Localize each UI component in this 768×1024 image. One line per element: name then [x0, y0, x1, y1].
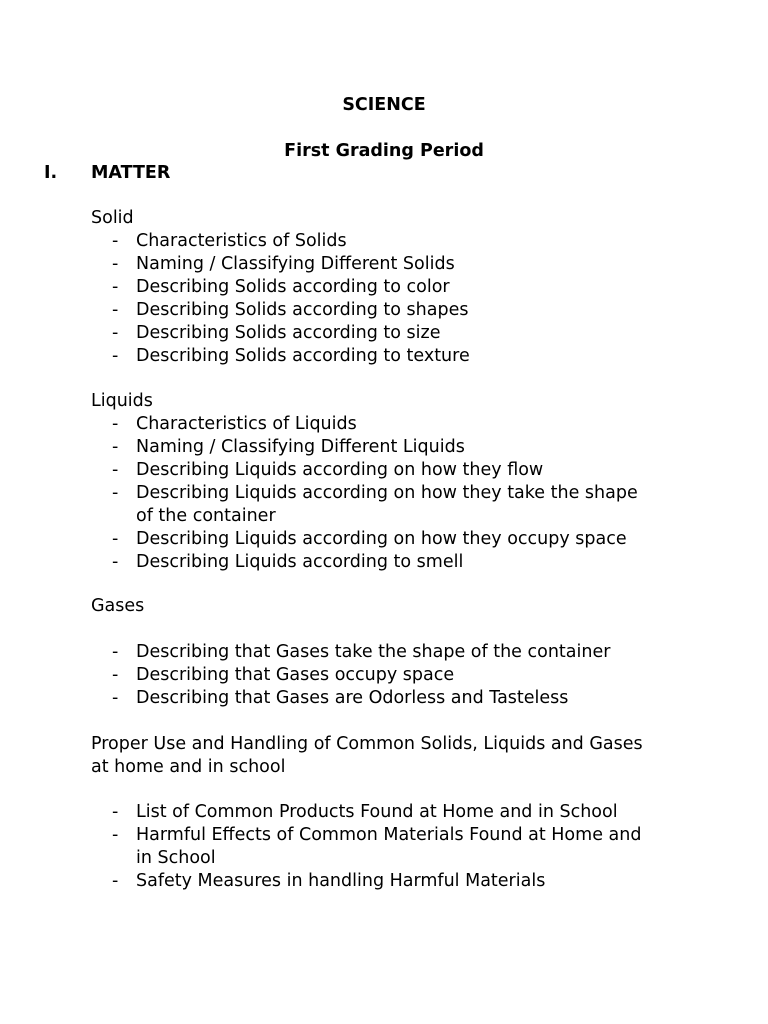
gases-heading: Gases	[91, 596, 145, 616]
bullet-dash: -	[112, 642, 119, 662]
list-item-continuation: of the container	[136, 506, 276, 526]
bullet-dash: -	[112, 825, 119, 845]
list-item-text: Describing Liquids according on how they flow	[136, 460, 544, 480]
bullet-dash: -	[112, 529, 119, 549]
bullet-dash: -	[112, 437, 119, 457]
bullet-dash: -	[112, 802, 119, 822]
list-item-text: Describing that Gases are Odorless and Tasteless	[136, 688, 569, 708]
list-item-text: Safety Measures in handling Harmful Materials	[136, 871, 546, 891]
bullet-dash: -	[112, 688, 119, 708]
bullet-dash: -	[112, 460, 119, 480]
list-item-text: Describing Liquids according to smell	[136, 552, 464, 572]
section-number: I.	[44, 163, 58, 183]
bullet-dash: -	[112, 552, 119, 572]
liquids-heading: Liquids	[91, 391, 153, 411]
solid-heading: Solid	[91, 208, 134, 228]
list-item-text: Describing Solids according to shapes	[136, 300, 469, 320]
list-item-text: Naming / Classifying Different Solids	[136, 254, 455, 274]
bullet-dash: -	[112, 277, 119, 297]
list-item-text: Characteristics of Solids	[136, 231, 347, 251]
list-item-text: Describing that Gases occupy space	[136, 665, 455, 685]
list-item-text: Describing Liquids according on how they take the shape	[136, 483, 638, 503]
list-item-text: Describing Liquids according on how they occupy space	[136, 529, 627, 549]
bullet-dash: -	[112, 346, 119, 366]
grading-period-title: First Grading Period	[284, 141, 484, 161]
bullet-dash: -	[112, 871, 119, 891]
list-item-text: Naming / Classifying Different Liquids	[136, 437, 465, 457]
bullet-dash: -	[112, 414, 119, 434]
document-title: SCIENCE	[342, 95, 426, 115]
bullet-dash: -	[112, 300, 119, 320]
list-item-text: Describing Solids according to color	[136, 277, 450, 297]
list-item-text: Describing Solids according to texture	[136, 346, 470, 366]
proper-use-heading-cont: at home and in school	[91, 757, 286, 777]
list-item-continuation: in School	[136, 848, 216, 868]
bullet-dash: -	[112, 665, 119, 685]
list-item-text: List of Common Products Found at Home and in School	[136, 802, 618, 822]
bullet-dash: -	[112, 254, 119, 274]
section-title: MATTER	[91, 163, 171, 183]
bullet-dash: -	[112, 231, 119, 251]
bullet-dash: -	[112, 483, 119, 503]
list-item-text: Harmful Effects of Common Materials Found at Home and	[136, 825, 642, 845]
list-item-text: Characteristics of Liquids	[136, 414, 357, 434]
list-item-text: Describing that Gases take the shape of the container	[136, 642, 611, 662]
proper-use-heading: Proper Use and Handling of Common Solids, Liquids and Gases	[91, 734, 643, 754]
list-item-text: Describing Solids according to size	[136, 323, 441, 343]
bullet-dash: -	[112, 323, 119, 343]
